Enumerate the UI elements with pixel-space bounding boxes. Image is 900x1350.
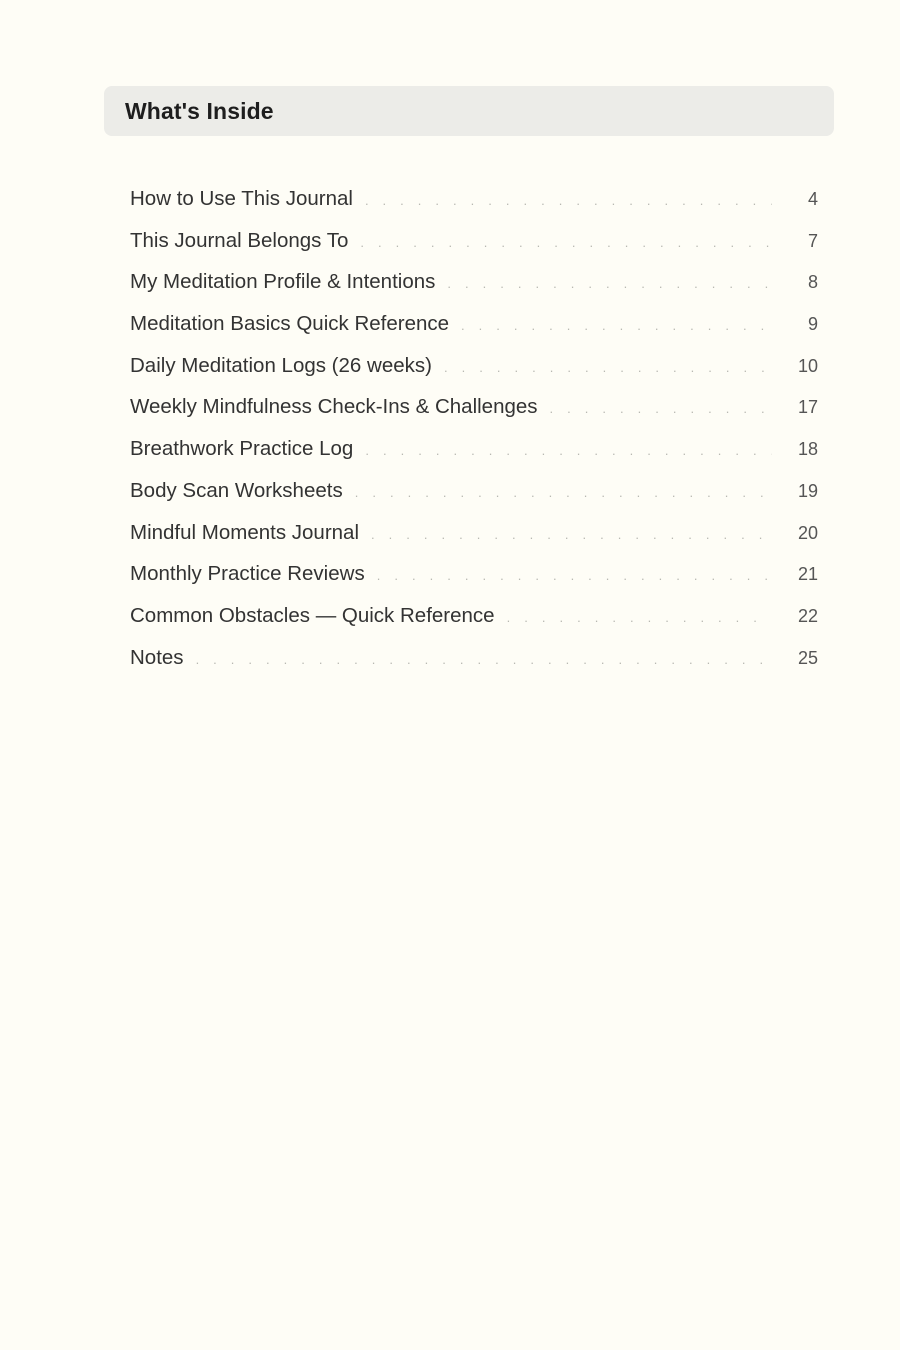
dot-leader	[377, 568, 772, 583]
toc-entry-page: 8	[807, 272, 818, 293]
toc-entry-page: 19	[797, 480, 818, 501]
toc-entry-page: 22	[797, 605, 818, 626]
toc-entry[interactable]	[130, 562, 818, 604]
toc-entry[interactable]	[130, 646, 818, 688]
toc-entry-label: Breathwork Practice Log	[130, 437, 354, 461]
toc-entry[interactable]	[130, 354, 818, 396]
toc-entry-page: 4	[807, 189, 818, 209]
toc-entry[interactable]	[130, 187, 818, 229]
toc-entry-label: Meditation Basics Quick Reference	[130, 312, 450, 336]
toc-entry[interactable]	[130, 479, 818, 521]
toc-entry-label: Weekly Mindfulness Check-Ins & Challenges	[130, 395, 538, 419]
dot-leader	[365, 193, 772, 208]
toc-entry-page: 21	[797, 564, 818, 585]
table-of-contents	[130, 187, 818, 687]
dot-leader	[355, 485, 772, 500]
dot-leader	[196, 652, 772, 667]
toc-entry-page: 10	[797, 355, 818, 376]
toc-entry[interactable]	[130, 395, 818, 437]
toc-entry-page: 25	[797, 647, 818, 668]
toc-entry[interactable]	[130, 229, 818, 271]
toc-entry-label: Common Obstacles — Quick Reference	[130, 603, 495, 627]
toc-entry-page: 17	[797, 397, 818, 418]
dot-leader	[371, 527, 772, 542]
page-title: What's Inside	[125, 97, 274, 124]
toc-entry[interactable]	[130, 521, 818, 563]
toc-entry[interactable]	[130, 437, 818, 479]
dot-leader	[444, 360, 772, 375]
toc-entry-label: This Journal Belongs To	[130, 228, 349, 252]
dot-leader	[461, 318, 772, 333]
toc-entry-label: My Meditation Profile & Intentions	[130, 270, 436, 294]
dot-leader	[365, 443, 772, 458]
toc-entry-label: Notes	[130, 645, 184, 669]
toc-entry-page: 18	[797, 439, 818, 460]
toc-entry-page: 7	[807, 230, 818, 251]
toc-entry-label: Monthly Practice Reviews	[130, 562, 365, 586]
dot-leader	[360, 235, 772, 250]
toc-entry[interactable]	[130, 270, 818, 312]
toc-entry-label: Daily Meditation Logs (26 weeks)	[130, 353, 432, 377]
dot-leader	[507, 610, 772, 625]
toc-entry-label: How to Use This Journal	[130, 187, 353, 210]
toc-entry-label: Mindful Moments Journal	[130, 520, 360, 544]
toc-entry-page: 20	[797, 522, 818, 543]
toc-entry-label: Body Scan Worksheets	[130, 478, 343, 502]
toc-entry[interactable]	[130, 604, 818, 646]
toc-entry-page: 9	[807, 314, 818, 335]
dot-leader	[447, 276, 772, 291]
section-header	[104, 86, 834, 136]
toc-entry[interactable]	[130, 312, 818, 354]
dot-leader	[550, 401, 772, 416]
